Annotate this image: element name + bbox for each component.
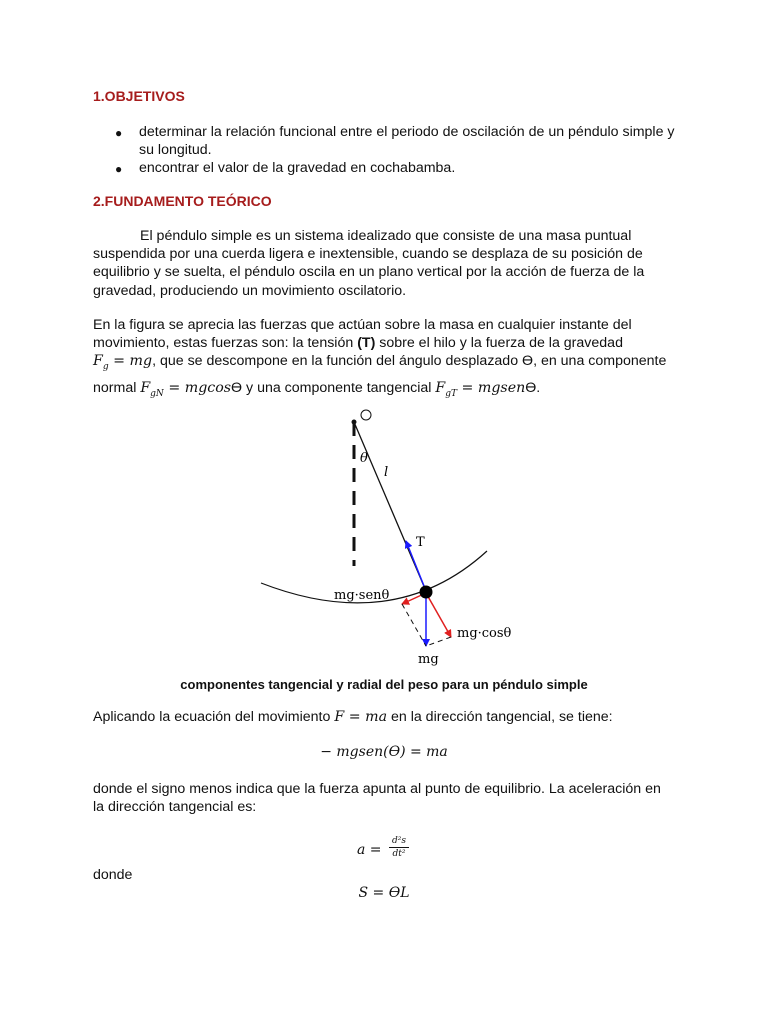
figure-caption: componentes tangencial y radial del peso para un péndulo simple: [180, 677, 588, 692]
paragraph-line: El péndulo simple es un sistema idealizado que consiste de una masa puntual: [140, 228, 632, 244]
text-run: .: [536, 379, 541, 396]
length-label: l: [384, 465, 389, 480]
paragraph-line: donde el signo menos indica que la fuerza apunta al punto de equilibrio. La aceleración en: [93, 781, 661, 797]
text-run: , que se descompone en la función del ángulo desplazado ϴ, en una componente: [152, 353, 667, 370]
paragraph-line: [93, 334, 733, 352]
paragraph-3: [93, 780, 733, 816]
objectives-list: [93, 123, 693, 177]
section-heading-objetivos: 1.OBJETIVOS: [93, 88, 185, 104]
radial-component-arrow: [426, 593, 451, 637]
text-run: normal: [93, 379, 141, 396]
math-subscript: gT: [445, 388, 457, 399]
math-symbol: mgsen: [477, 379, 526, 396]
text-run: Aplicando la ecuación del movimiento: [93, 709, 335, 725]
weight-label: mg: [418, 652, 439, 667]
paragraph-line: la dirección tangencial es:: [93, 799, 257, 816]
bullet-text: encontrar el valor de la gravedad en cochabamba.: [139, 160, 456, 176]
fraction-numerator: d²s: [389, 835, 409, 848]
math-symbol: F: [334, 709, 345, 725]
paragraph-line: gravedad, produciendo un movimiento oscilatorio.: [93, 282, 407, 299]
paragraph-line: En la figura se aprecia las fuerzas que actúan sobre la masa en cualquier instante del: [93, 317, 632, 333]
math-subscript: gN: [150, 388, 164, 399]
equation-acceleration-fraction: [389, 835, 409, 860]
math-symbol: =: [456, 379, 478, 396]
math-symbol: ma: [365, 709, 388, 725]
paragraph-line: [93, 379, 733, 399]
math-symbol: ϴ: [525, 379, 537, 396]
paragraph-line: equilibrio y se suelta, el péndulo oscila en un plano vertical por la acción de fuerza de la: [93, 264, 645, 281]
pendulum-figure: [0, 400, 768, 675]
equation-newton: − mgsen(ϴ) = ma: [320, 744, 448, 760]
text-run-bold: (T): [357, 335, 376, 352]
bullet-text: determinar la relación funcional entre el periodo de oscilación de un péndulo simple y: [139, 124, 675, 140]
bullet-text: su longitud.: [139, 142, 212, 158]
list-item: [93, 159, 693, 177]
bullet-icon: ●: [115, 162, 123, 176]
paragraph-2: [93, 316, 733, 399]
math-symbol: F: [435, 379, 446, 396]
equation-intro: [93, 708, 733, 726]
projection-line: [426, 637, 451, 646]
fraction-denominator: dt²: [392, 849, 406, 859]
tangential-label: mg·senθ: [334, 588, 390, 603]
math-symbol: mg: [129, 353, 153, 370]
angle-label: θ: [360, 451, 368, 466]
text-run: y una componente tangencial: [242, 379, 436, 396]
math-subscript: g: [102, 362, 109, 373]
donde-text: donde: [93, 867, 133, 883]
radial-label: mg·cosθ: [457, 626, 512, 641]
text-run: sobre el hilo y la fuerza de la gravedad: [375, 335, 623, 352]
math-symbol: F: [93, 353, 103, 370]
tension-label: T: [416, 535, 425, 550]
equation-acceleration-lhs: a =: [357, 842, 382, 858]
list-item: [93, 123, 693, 141]
text-run: movimiento, estas fuerzas son: la tensión: [93, 335, 358, 352]
math-symbol: ϴ: [231, 379, 243, 396]
math-symbol: =: [163, 379, 185, 396]
paragraph-line: [93, 352, 733, 372]
bullet-icon: ●: [115, 126, 123, 140]
paragraph-1: [93, 227, 693, 300]
paragraph-line: suspendida por una cuerda ligera e inextensible, cuando se desplaza de su posición de: [93, 246, 643, 263]
origin-marker: [361, 410, 371, 420]
math-symbol: =: [344, 709, 366, 725]
math-symbol: F: [140, 379, 151, 396]
equation-arc-length: S = ϴL: [358, 885, 410, 901]
pendulum-bob: [420, 586, 433, 599]
text-run: en la dirección tangencial, se tiene:: [387, 709, 613, 725]
projection-line: [402, 604, 426, 646]
list-item-continuation: [93, 141, 693, 159]
section-heading-fundamento: 2.FUNDAMENTO TEÓRICO: [93, 193, 272, 209]
math-symbol: mgcos: [184, 379, 232, 396]
math-symbol: =: [108, 353, 130, 370]
